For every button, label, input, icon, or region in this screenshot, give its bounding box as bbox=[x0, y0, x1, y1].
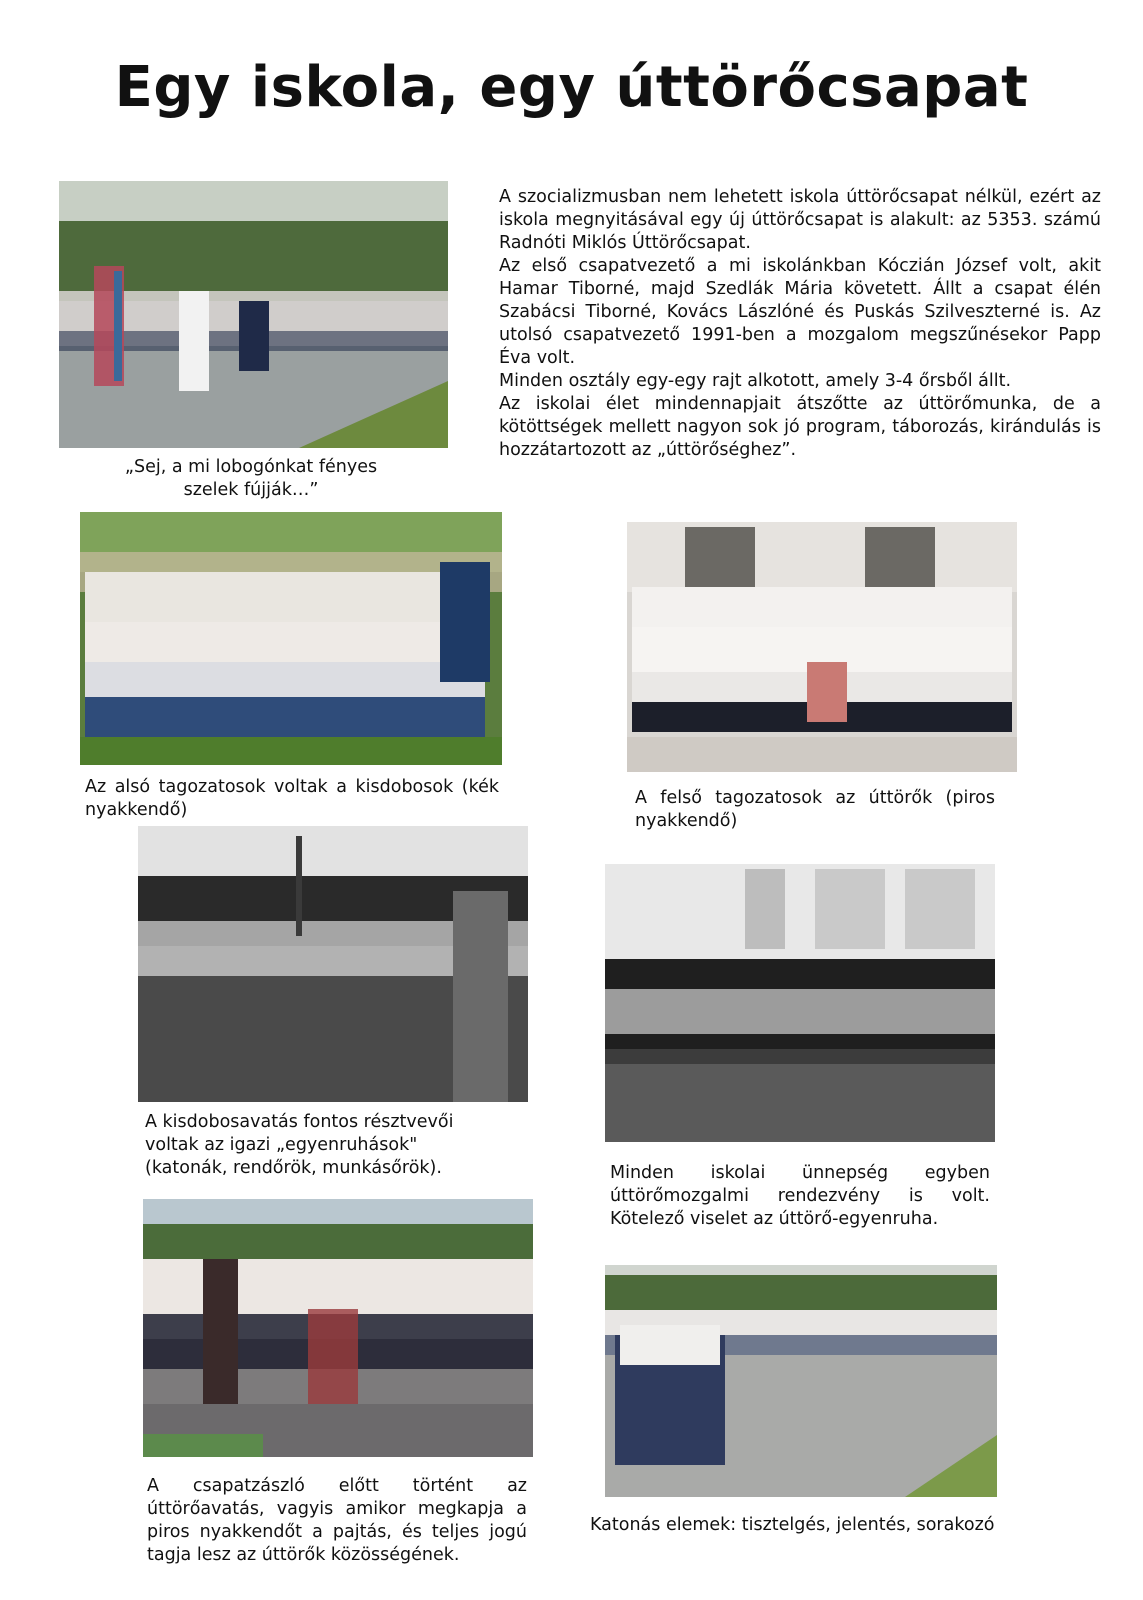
photo-flag-march bbox=[59, 181, 448, 448]
caption-flag-oath: A csapatzászló előtt történt az úttörőavatás, vagyis amikor megkapja a piros nyakkendőt a pajtás, és teljes jogú tagja lesz az úttörők közösségének. bbox=[147, 1476, 527, 1565]
caption-military-elements: Katonás elemek: tisztelgés, jelentés, sorakozó bbox=[590, 1515, 995, 1535]
caption-flag-march: „Sej, a mi lobogónkat fényes szelek fújják…” bbox=[124, 457, 378, 500]
intro-paragraph: Minden osztály egy-egy rajt alkotott, amely 3-4 őrsből állt. bbox=[499, 371, 1012, 391]
page-title: Egy iskola, egy úttörőcsapat bbox=[114, 55, 1029, 120]
caption-school-ceremony: Minden iskolai ünnepség egyben úttörőmozgalmi rendezvény is volt. Kötelező viselet az úttörő-egyenruha. bbox=[610, 1163, 990, 1229]
intro-paragraph: A szocializmusban nem lehetett iskola úttörőcsapat nélkül, ezért az iskola megnyitásával egy új úttörőcsapat is alakult: az 5353. számú Radnóti Miklós Úttörőcsapat. bbox=[499, 187, 1101, 253]
intro-paragraph: Az iskolai élet mindennapjait átszőtte az úttörőmunka, de a kötöttségek mellett nagyon sok jó program, táborozás, kirándulás is hozzátartozott az „úttörőséghez”. bbox=[499, 394, 1101, 460]
caption-lower-grades: Az alsó tagozatosok voltak a kisdobosok (kék nyakkendő) bbox=[85, 777, 499, 820]
intro-paragraph: Az első csapatvezető a mi iskolánkban Kóczián József volt, akit Hamar Tiborné, majd Szedlák Mária követett. Állt a csapat élén Szabácsi Tiborné, Kovács Lászlóné és Puskás Szilveszterné is. Az utolsó csapatvezető 1991-ben a mozgalom megszűnésekor Papp Éva volt. bbox=[499, 256, 1101, 368]
caption-inauguration-guests: A kisdobosavatás fontos résztvevői voltak az igazi „egyenruhások" (katonák, rendőrök, munkásőrök). bbox=[145, 1112, 454, 1178]
photo-upper-grades bbox=[627, 522, 1017, 772]
photo-flag-oath bbox=[143, 1199, 533, 1457]
caption-upper-grades: A felső tagozatosok az úttörők (piros nyakkendő) bbox=[635, 788, 995, 831]
photo-school-ceremony bbox=[605, 864, 995, 1142]
intro-text bbox=[499, 186, 1101, 462]
photo-inauguration-guests bbox=[138, 826, 528, 1102]
photo-lower-grades bbox=[80, 512, 502, 765]
photo-military-elements bbox=[605, 1265, 997, 1497]
